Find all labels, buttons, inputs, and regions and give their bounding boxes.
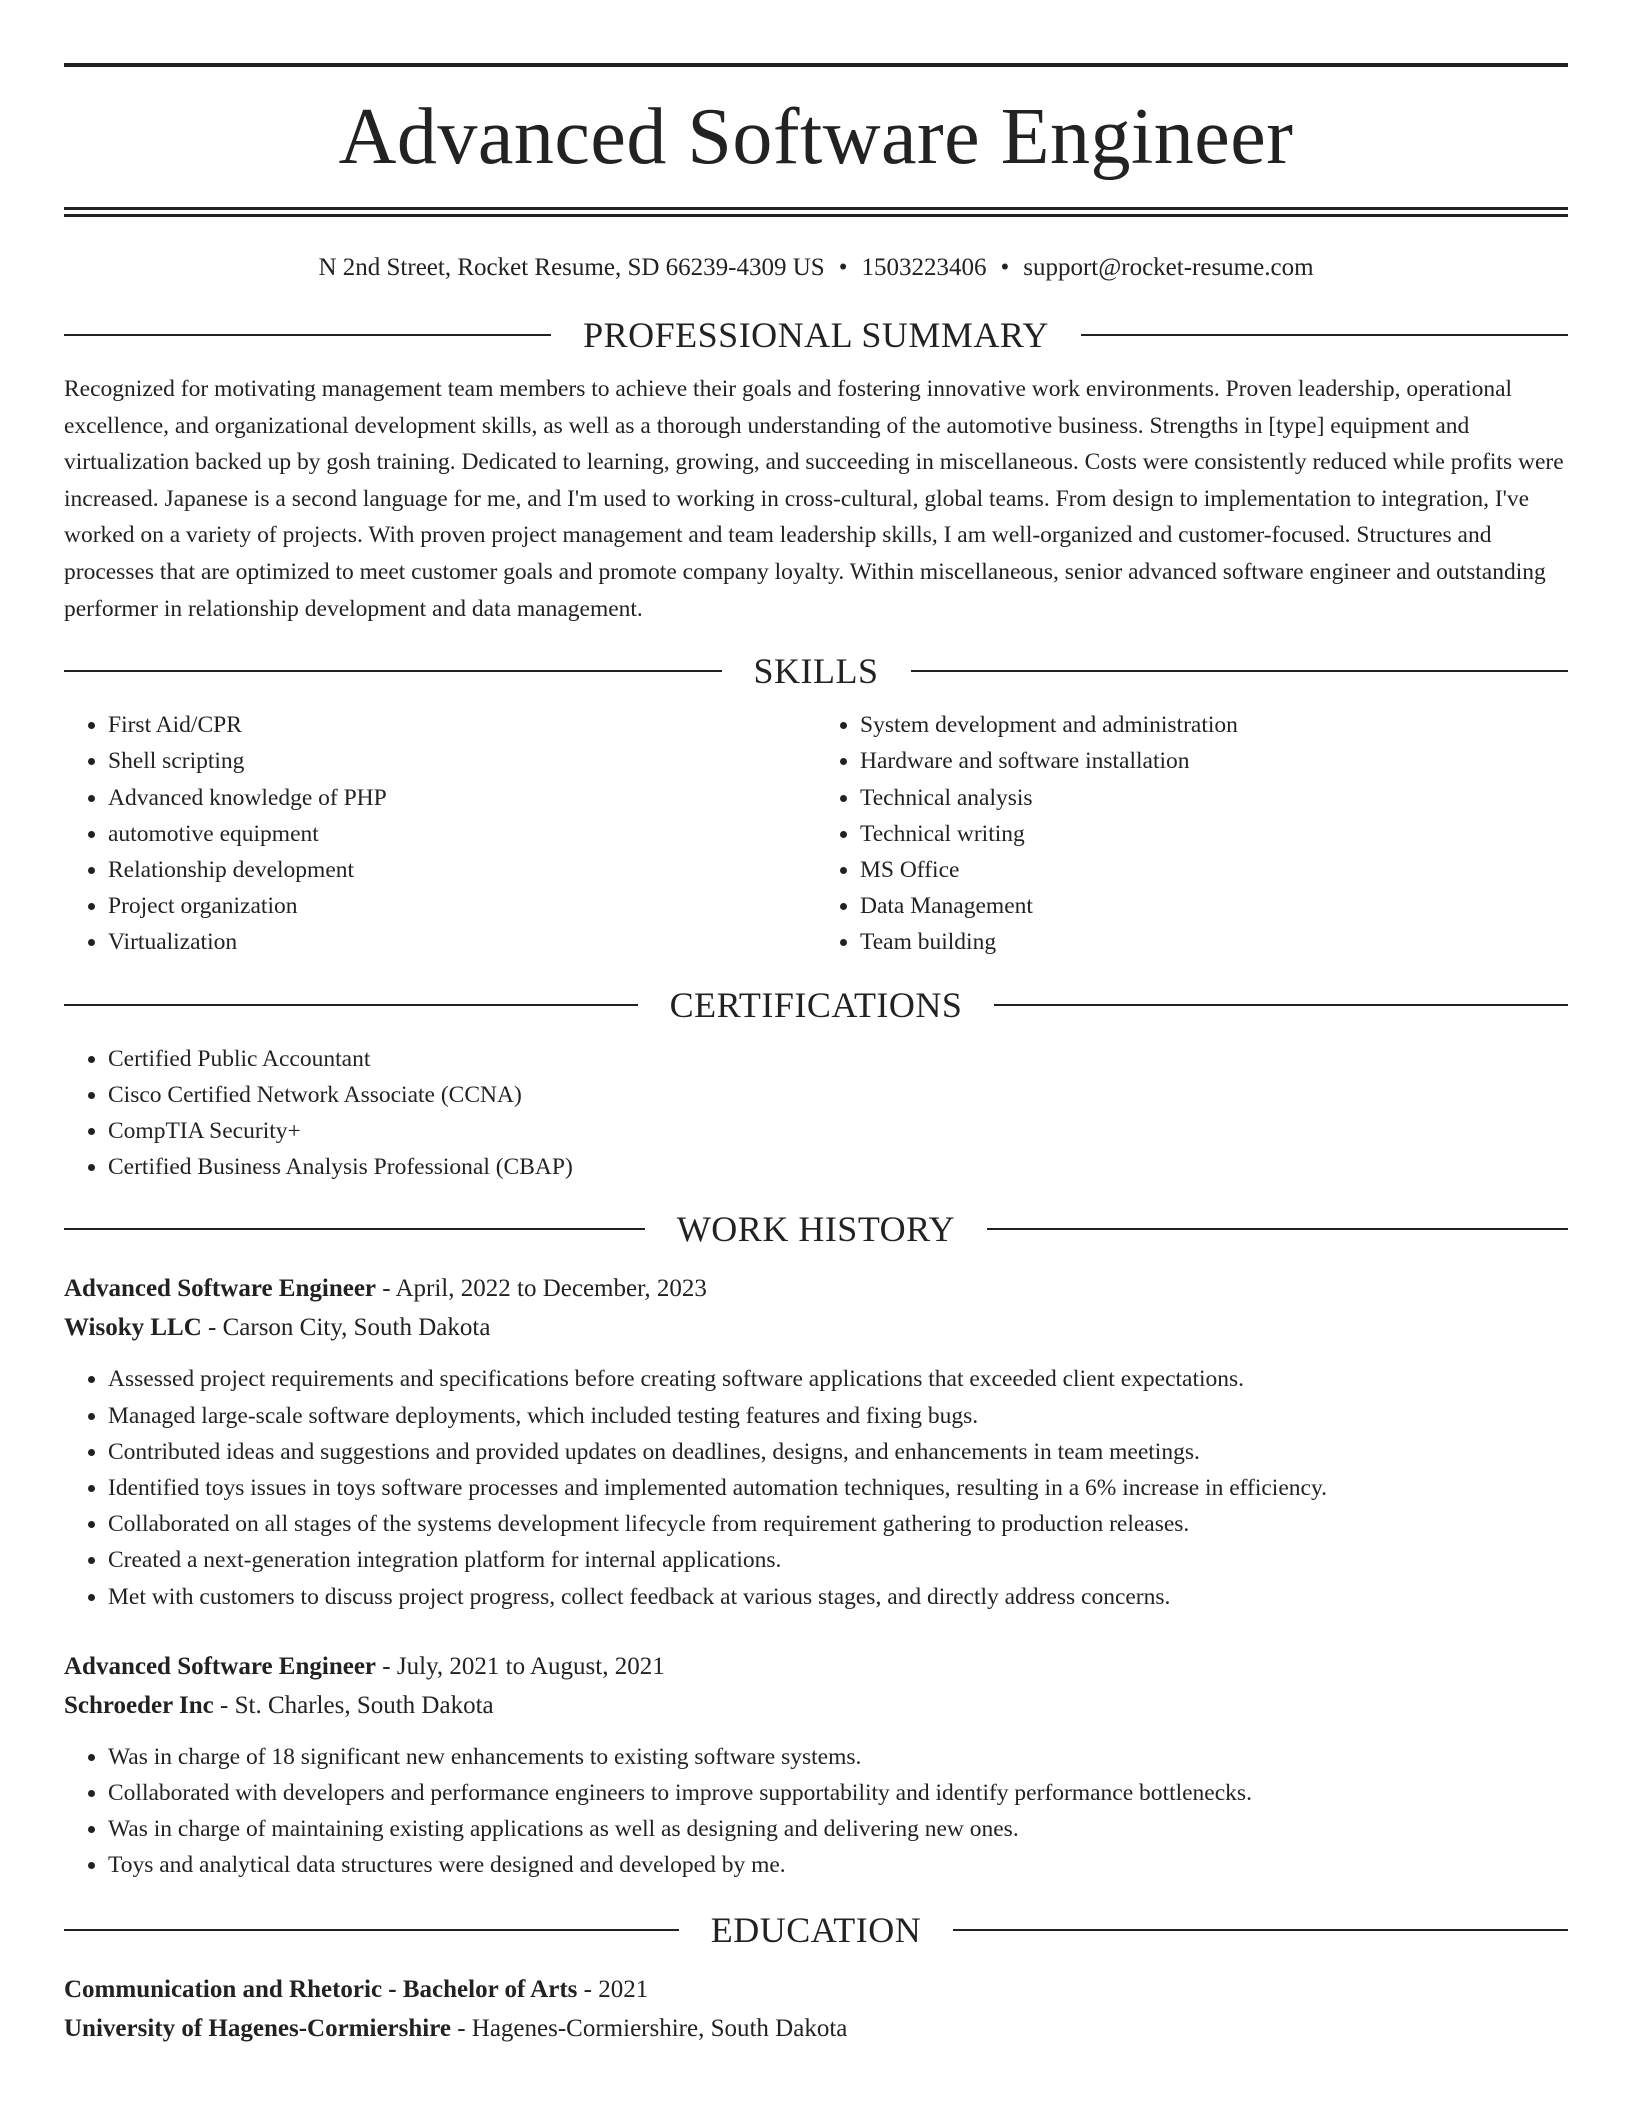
job-bullet: • Collaborated with developers and performance engineers to improve supportability and identify performance bottlenecks. <box>108 1775 1568 1811</box>
heading-rule-right <box>994 1004 1568 1006</box>
contact-email: support@rocket-resume.com <box>1023 254 1314 281</box>
skills-list-left <box>64 707 816 960</box>
education-location: - Hagenes-Cormiershire, South Dakota <box>457 2014 848 2042</box>
heading-rule-right <box>987 1228 1568 1230</box>
section-title: CERTIFICATIONS <box>669 984 963 1025</box>
skills-list-right <box>816 707 1568 960</box>
skill-item: • Advanced knowledge of PHP <box>108 780 816 816</box>
job-entry <box>64 1647 1568 1884</box>
job-dates: - April, 2022 to December, 2023 <box>382 1275 707 1303</box>
heading-rule-left <box>64 1929 679 1931</box>
contact-line <box>64 251 1568 285</box>
contact-separator: • <box>1000 254 1010 281</box>
education-school: University of Hagenes-Cormiershire <box>64 2014 451 2042</box>
job-bullets <box>64 1361 1568 1614</box>
certification-item: • Certified Public Accountant <box>108 1041 1568 1077</box>
job-company: Schroeder Inc <box>64 1691 214 1719</box>
job-bullet: • Collaborated on all stages of the systems development lifecycle from requirement gathering to production releases. <box>108 1506 1568 1542</box>
skill-item: • Technical writing <box>860 816 1568 852</box>
section-title: WORK HISTORY <box>676 1209 956 1250</box>
skill-item: • Virtualization <box>108 924 816 960</box>
job-role: Advanced Software Engineer <box>64 1652 377 1680</box>
heading-rule-left <box>64 1228 645 1230</box>
contact-separator: • <box>838 254 848 281</box>
skill-item: • System development and administration <box>860 707 1568 743</box>
contact-address: N 2nd Street, Rocket Resume, SD 66239-4309 US <box>318 254 825 281</box>
job-bullet: • Met with customers to discuss project progress, collect feedback at various stages, and directly address concerns. <box>108 1579 1568 1615</box>
certification-item: • Cisco Certified Network Associate (CCNA) <box>108 1077 1568 1113</box>
skill-item: • Hardware and software installation <box>860 743 1568 779</box>
job-bullet: • Toys and analytical data structures were designed and developed by me. <box>108 1847 1568 1883</box>
job-dates: - July, 2021 to August, 2021 <box>382 1652 665 1680</box>
skill-item: • Relationship development <box>108 852 816 888</box>
heading-rule-right <box>1081 334 1568 336</box>
heading-rule-left <box>64 334 551 336</box>
skill-item: • automotive equipment <box>108 816 816 852</box>
job-role-line <box>64 1269 1568 1308</box>
summary-text: Recognized for motivating management team members to achieve their goals and fostering innovative work environments. Proven leadership, operational excellence, and organizational development skills, as well as a thorough understanding of the automotive business. Strengths in [type] equipment and virtualization backed up by gosh training. Dedicated to learning, growing, and succeeding in miscellaneous. Costs were consistently reduced while profits were increased. Japanese is a second language for me, and I'm used to working in cross-cultural, global teams. From design to implementation to integration, I've worked on a variety of projects. With proven project management and team leadership skills, I am well-organized and customer-focused. Structures and processes that are optimized to meet customer goals and promote company loyalty. Within miscellaneous, senior advanced software engineer and outstanding performer in relationship development and data management. <box>64 376 1564 622</box>
section-heading-summary <box>64 311 1568 359</box>
skill-item: • First Aid/CPR <box>108 707 816 743</box>
job-bullet: • Assessed project requirements and specifications before creating software applications that exceeded client expectations. <box>108 1361 1568 1397</box>
skill-item: • MS Office <box>860 852 1568 888</box>
job-bullet: • Was in charge of maintaining existing applications as well as designing and delivering new ones. <box>108 1811 1568 1847</box>
job-bullet: • Was in charge of 18 significant new enhancements to existing software systems. <box>108 1739 1568 1775</box>
skill-item: • Shell scripting <box>108 743 816 779</box>
section-title: PROFESSIONAL SUMMARY <box>583 315 1049 355</box>
top-rule <box>64 63 1568 67</box>
job-bullet: • Identified toys issues in toys software processes and implemented automation techniques, resulting in a 6% increase in efficiency. <box>108 1470 1568 1506</box>
skill-item: • Project organization <box>108 888 816 924</box>
skills-columns <box>64 707 1568 960</box>
job-company: Wisoky LLC <box>64 1314 202 1342</box>
job-bullet: • Managed large-scale software deployments, which included testing features and fixing bugs. <box>108 1398 1568 1434</box>
education-school-line <box>64 2009 1568 2048</box>
certifications-list <box>64 1041 1568 1186</box>
job-bullet: • Created a next-generation integration platform for internal applications. <box>108 1542 1568 1578</box>
section-heading-certifications <box>64 981 1568 1029</box>
section-heading-education <box>64 1906 1568 1954</box>
section-title: SKILLS <box>753 651 879 692</box>
education-year: - 2021 <box>583 1975 649 2003</box>
job-entry <box>64 1269 1568 1614</box>
skill-item: • Team building <box>860 924 1568 960</box>
job-company-line <box>64 1686 1568 1725</box>
section-heading-skills <box>64 647 1568 695</box>
job-location: - St. Charles, South Dakota <box>220 1691 494 1719</box>
job-bullets <box>64 1739 1568 1884</box>
resume-title: Advanced Software Engineer <box>338 93 1294 181</box>
skill-item: • Data Management <box>860 888 1568 924</box>
certification-item: • CompTIA Security+ <box>108 1113 1568 1149</box>
job-bullet: • Contributed ideas and suggestions and provided updates on deadlines, designs, and enhancements in team meetings. <box>108 1434 1568 1470</box>
certification-item: • Certified Business Analysis Professional (CBAP) <box>108 1149 1568 1185</box>
job-company-line <box>64 1308 1568 1347</box>
title-double-rule <box>64 207 1568 217</box>
heading-rule-left <box>64 1004 638 1006</box>
job-location: - Carson City, South Dakota <box>208 1314 491 1342</box>
education-degree: Communication and Rhetoric - Bachelor of Arts <box>64 1975 578 2003</box>
contact-phone: 1503223406 <box>861 254 987 281</box>
section-heading-work <box>64 1205 1568 1253</box>
education-degree-line <box>64 1970 1568 2009</box>
job-role-line <box>64 1647 1568 1686</box>
section-title: EDUCATION <box>710 1909 922 1950</box>
education-entry <box>64 1970 1568 2048</box>
heading-rule-right <box>953 1929 1568 1931</box>
skill-item: • Technical analysis <box>860 780 1568 816</box>
heading-rule-right <box>911 670 1569 672</box>
heading-rule-left <box>64 670 722 672</box>
job-role: Advanced Software Engineer <box>64 1275 377 1303</box>
